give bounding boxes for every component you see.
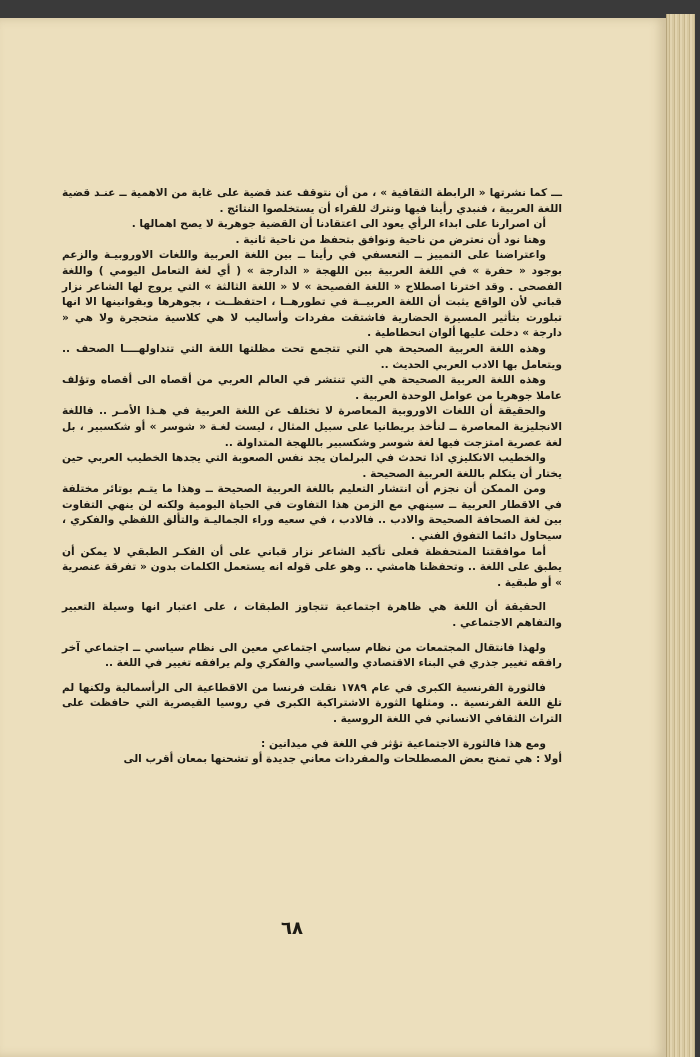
paragraph: والخطيب الانكليزي اذا تحدث في البرلمان يجد نفس الصعوبة التي يجدها الخطيب العربي حين يختار أن يتكلم باللغة العربية الصحيحة .	[62, 452, 562, 480]
paragraph: ومع هذا فالثورة الاجتماعية تؤثر في اللغة في ميدانين :	[261, 737, 546, 750]
paragraph: أن اصرارنا على ابداء الرأي يعود الى اعتقادنا أن القضية جوهرية لا يصح اهمالها .	[131, 218, 546, 231]
page-edges	[666, 14, 695, 1057]
paragraph: ـــ كما نشرتها « الرابطة الثقافية » ، من أن نتوقف عند قضية على غاية من الاهمية ــ عنـد قضية اللغة العربية ، فنبدي رأينا فيها ونترك للقراء أن يستخلصوا النتائج .	[62, 187, 562, 215]
paragraph: ولهذا فانتقال المجتمعات من نظام سياسي اجتماعي معين الى نظام سياسي ــ اجتماعي آخر رافقه تغيير جذري في البناء الاقتصادي والسياسي والفكري ولم يرافقه تغيير في اللغة ..	[62, 641, 562, 670]
paragraph: فالثورة الفرنسية الكبرى في عام ١٧٨٩ نقلت فرنسا من الاقطاعية الى الرأسمالية ولكنها لم تلغ اللغة الفرنسية .. ومثلها الثورة الاشتراكية الكبرى في روسيا القيصرية التي حافظت على التراث الثقافي الانساني في اللغة الروسية .	[62, 681, 562, 725]
paragraph: والحقيقة أن اللغات الاوروبية المعاصرة لا تختلف عن اللغة العربية في هـذا الأمـر .. فاللغة الانجليزية المعاصرة ــ لنأخذ بريطانيا على سبيل المثال ، ليست لغـة « شوسر » أو شكسبير ، بل لغة عصرية امتزجت فيها لغة شوسر وشكسبير باللهجة المتداولة ..	[62, 405, 562, 449]
paragraph: الحقيقة أن اللغة هي ظاهرة اجتماعية تتجاوز الطبقات ، على اعتبار انها وسيلة التعبير والتفاهم الاجتماعي .	[62, 601, 562, 630]
paragraph: وهذه اللغة العربية الصحيحة هي التي تتجمع تحت مظلتها اللغة التي تتداولهــــا الصحف .. ويتعامل بها الادب العربي الحديث ..	[62, 342, 562, 371]
paragraph: ومن الممكن أن نجزم أن انتشار التعليم باللغة العربية الصحيحة ــ وهذا ما يتـم بوتائر مختلفة في الاقطار العربية ــ سينهي مع الزمن هذا التفاوت في الحياة اليومية ولكنه لن ينهي التفاوت بين لغة الصحافة الصحيحة والادب .. فالادب ، في سعيه وراء الجماليـة والتألق اللفظي والفكري ، سيحاول دائما التفوق الفني .	[62, 483, 562, 543]
paragraph: وهنا نود أن نعترض من ناحية ونوافق بتحفظ من ناحية ثانية .	[235, 233, 546, 246]
article-text	[62, 186, 562, 768]
paragraph: وهذه اللغة العربية الصحيحة هي التي تنتشر في العالم العربي من أقصاه الى أقصاه وتؤلف عاملا جوهريا من عوامل الوحدة العربية .	[62, 374, 562, 402]
paragraph: أولا : هي تمنح بعض المصطلحات والمفردات معاني جديدة أو تشحنها بمعان أقرب الى	[123, 753, 562, 766]
page-number: ٦٨	[281, 918, 303, 939]
paragraph: أما موافقتنا المتحفظة فعلى تأكيد الشاعر نزار قباني على أن الفكـر الطبقي لا يمكن أن يطبق على اللغة .. وتحفظنا هامشي .. وهو على قوله انه يستعمل الكلمات بدون « تفرقة عنصرية » أو طبقية .	[62, 545, 562, 589]
paragraph: واعتراضنا على التمييز ــ التعسفي في رأينا ــ بين اللغة العربية واللغات الاوروبيـة والزعم بوجود « حفرة » في اللغة العربية بين اللهجة « الدارجة » ( أي لغة التعامل اليومي ) واللغة الفصحى . وقد اخترنا اصطلاح « اللغة الفصيحة » لا « اللغة الثالثة » التي يروج لها الشاعر نزار قباني لأن الواقع يثبت أن اللغة العربيــة في تطورهــا ، احتفظــت ، بجوهرها وبقوانينها الا انها تبلورت بتأثير المسيرة الحضارية فاشتقت مفردات وأساليب لا هي كلاسية متحجرة ولا هي « دارجة » دخلت عليها ألوان انحطاطية .	[62, 249, 562, 340]
